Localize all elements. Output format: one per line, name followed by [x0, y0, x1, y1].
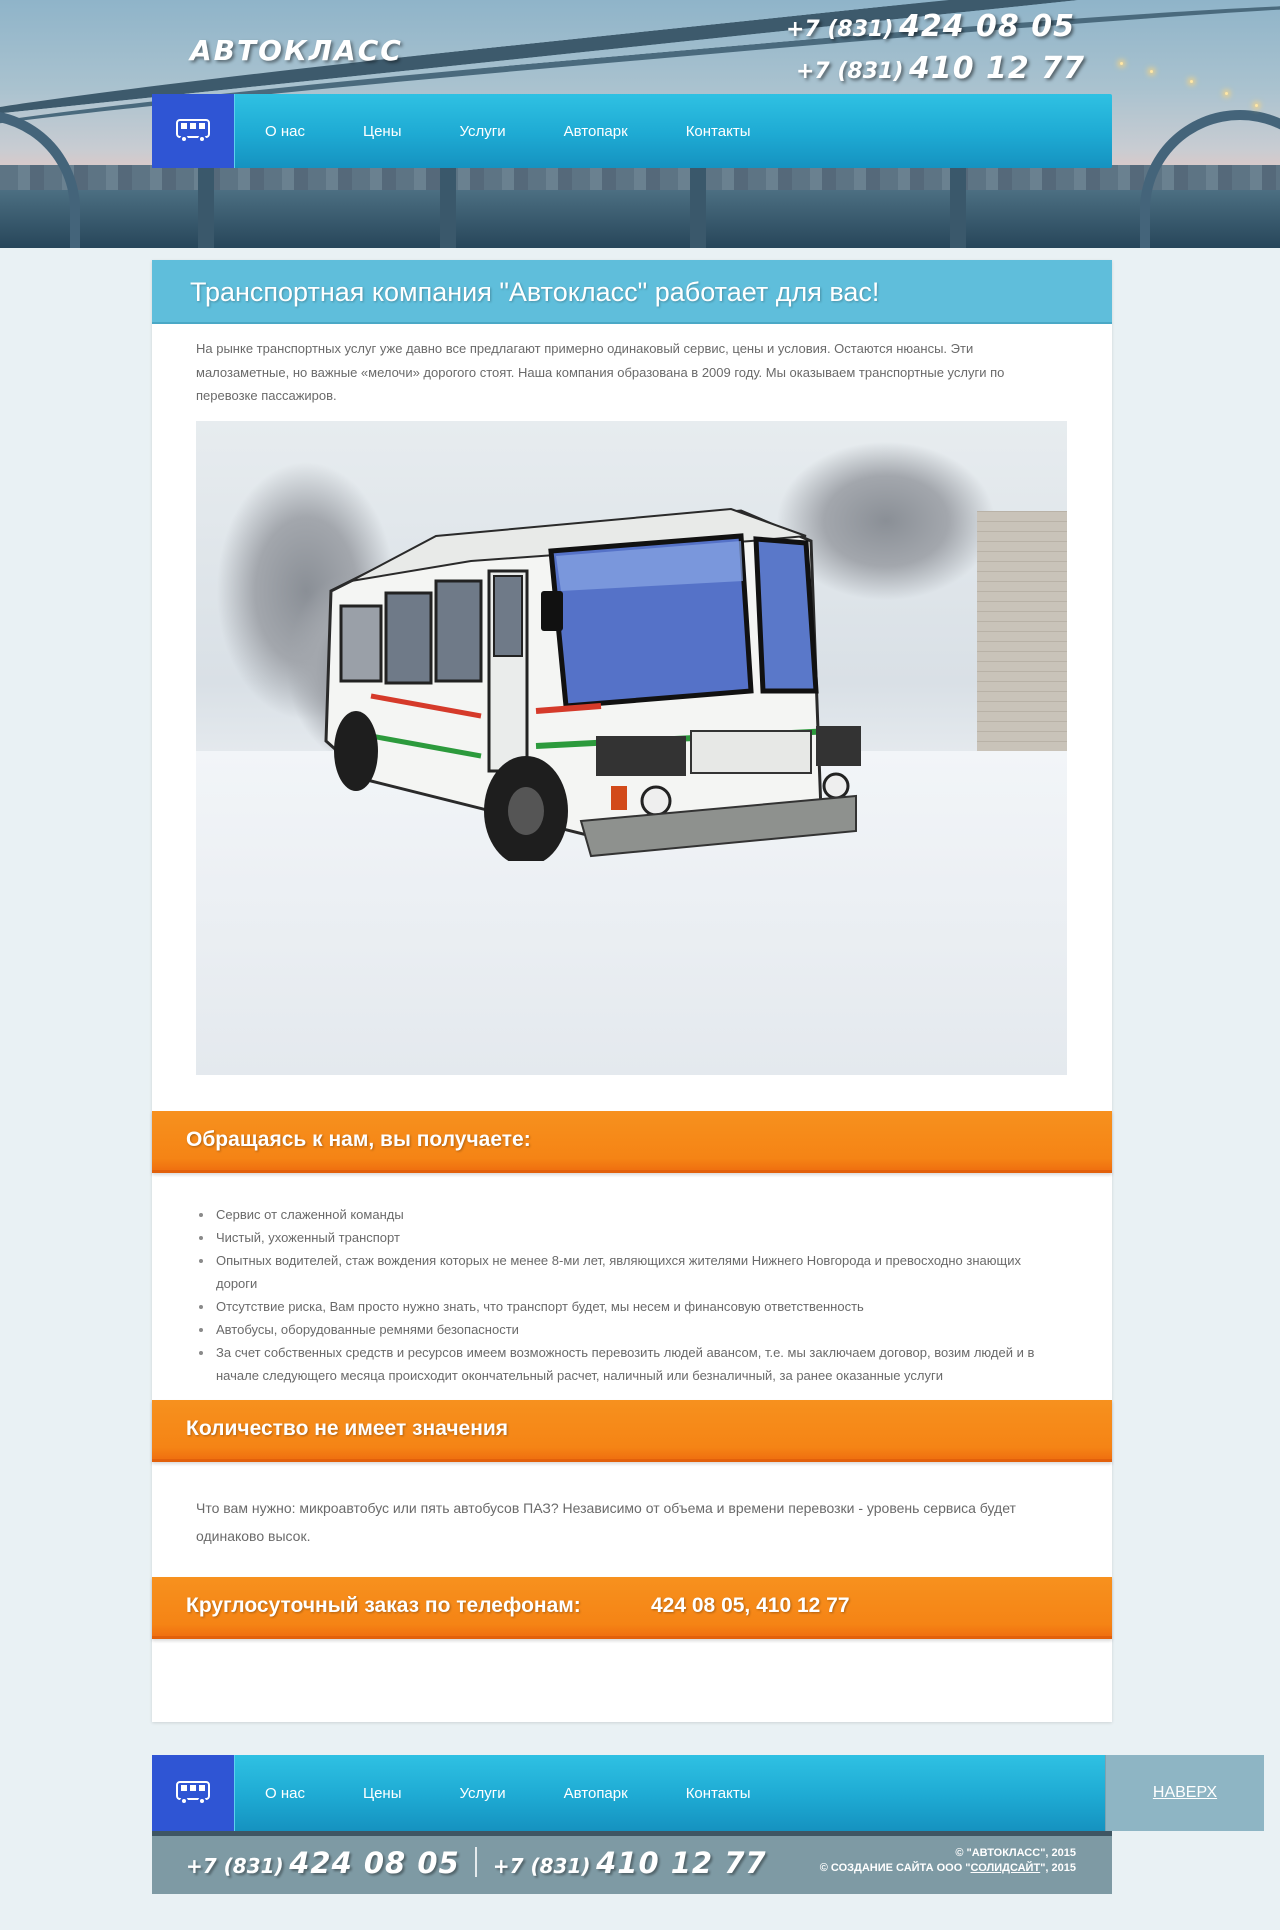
header-phones [785, 8, 1085, 92]
back-to-top-button[interactable] [1105, 1755, 1264, 1831]
nav-item-prices[interactable]: Цены [362, 122, 402, 140]
order-heading: Круглосуточный заказ по телефонам: [186, 1594, 581, 1617]
footer-bar [152, 1831, 1112, 1894]
list-item: Отсутствие риска, Вам просто нужно знать, что транспорт будет, мы несем и финансовую ответственность [196, 1295, 1056, 1318]
list-item: Сервис от слаженной команды [196, 1203, 1056, 1226]
benefits-header [152, 1111, 1112, 1173]
page-title: Транспортная компания "Автокласс" работает для вас! [190, 277, 880, 307]
footer-phone[interactable]: +7 (831) 424 08 05 [186, 1846, 460, 1880]
developer-link[interactable]: СОЛИДСАЙТ [970, 1862, 1041, 1874]
quantity-header [152, 1400, 1112, 1462]
lamp [1190, 80, 1193, 83]
bridge-arch [1140, 110, 1280, 248]
footer-phone[interactable]: +7 (831) 410 12 77 [492, 1846, 767, 1880]
footer-nav-item-contacts[interactable]: Контакты [685, 1784, 751, 1802]
nav-item-about[interactable]: О нас [265, 122, 305, 140]
bus-icon [176, 119, 210, 143]
footer-nav-item-about[interactable]: О нас [265, 1784, 305, 1802]
order-header [152, 1577, 1112, 1639]
footer-nav [152, 1755, 1218, 1831]
nav-item-fleet[interactable]: Автопарк [563, 122, 628, 140]
river [0, 190, 1280, 248]
list-item: Опытных водителей, стаж вождения которых не менее 8-ми лет, являющихся жителями Нижнего Новгорода и превосходно знающих дороги [196, 1249, 1056, 1295]
footer-nav-item-prices[interactable]: Цены [362, 1784, 402, 1802]
copyright-line: © "АВТОКЛАСС", 2015 [955, 1847, 1076, 1859]
lamp [1225, 92, 1228, 95]
site-logo[interactable]: АВТОКЛАСС [190, 34, 403, 67]
nav-item-services[interactable]: Услуги [459, 122, 506, 140]
order-phones[interactable]: 424 08 05, 410 12 77 [651, 1594, 850, 1617]
benefits-list [196, 1203, 1056, 1387]
footer-nav-item-services[interactable]: Услуги [459, 1784, 506, 1802]
footer-phones [186, 1846, 767, 1880]
back-to-top-label[interactable]: НАВЕРХ [1152, 1784, 1218, 1801]
bus-icon [176, 1781, 210, 1805]
main-nav [152, 94, 1112, 168]
intro-text: На рынке транспортных услуг уже давно все предлагают примерно одинаковый сервис, цены и условия. Остаются нюансы. Эти малозаметные, но важные «мелочи» дорогого стоят. Наша компания образована в 2009 году. Мы оказываем транспортные услуги по перевозке пассажиров. [196, 341, 1005, 403]
list-item: Автобусы, оборудованные ремнями безопасности [196, 1318, 1056, 1341]
lamp [1150, 70, 1153, 73]
list-item: За счет собственных средств и ресурсов имеем возможность перевозить людей авансом, т.е. мы заключаем договор, возим людей и в начале следующего месяца происходит окончательный расчет, наличный или безналичный, за ранее оказанные услуги [196, 1341, 1056, 1387]
quantity-text: Что вам нужно: микроавтобус или пять автобусов ПАЗ? Независимо от объема и времени перевозки - уровень сервиса будет одинаково высок. [196, 1500, 1016, 1544]
phone-divider [475, 1847, 477, 1877]
footer-nav-item-fleet[interactable]: Автопарк [563, 1784, 628, 1802]
copyright [820, 1846, 1076, 1876]
header-phone[interactable]: +7 (831) 424 08 05 [785, 9, 1075, 44]
home-button[interactable] [152, 94, 235, 168]
lamp [1120, 62, 1123, 65]
header-phone[interactable]: +7 (831) 410 12 77 [795, 51, 1085, 86]
copyright-developer: © СОЗДАНИЕ САЙТА ООО "СОЛИДСАЙТ", 2015 [819, 1862, 1076, 1874]
quantity-heading: Количество не имеет значения [186, 1417, 509, 1440]
paz-bus-illustration [311, 481, 871, 861]
city-skyline [0, 165, 1280, 193]
nav-item-contacts[interactable]: Контакты [685, 122, 751, 140]
page-title-bar [152, 260, 1112, 324]
footer-home-button[interactable] [152, 1755, 235, 1831]
bus-photo [196, 421, 1067, 1075]
list-item: Чистый, ухоженный транспорт [196, 1226, 1056, 1249]
benefits-heading: Обращаясь к нам, вы получаете: [186, 1128, 531, 1151]
lamp [1255, 104, 1258, 107]
